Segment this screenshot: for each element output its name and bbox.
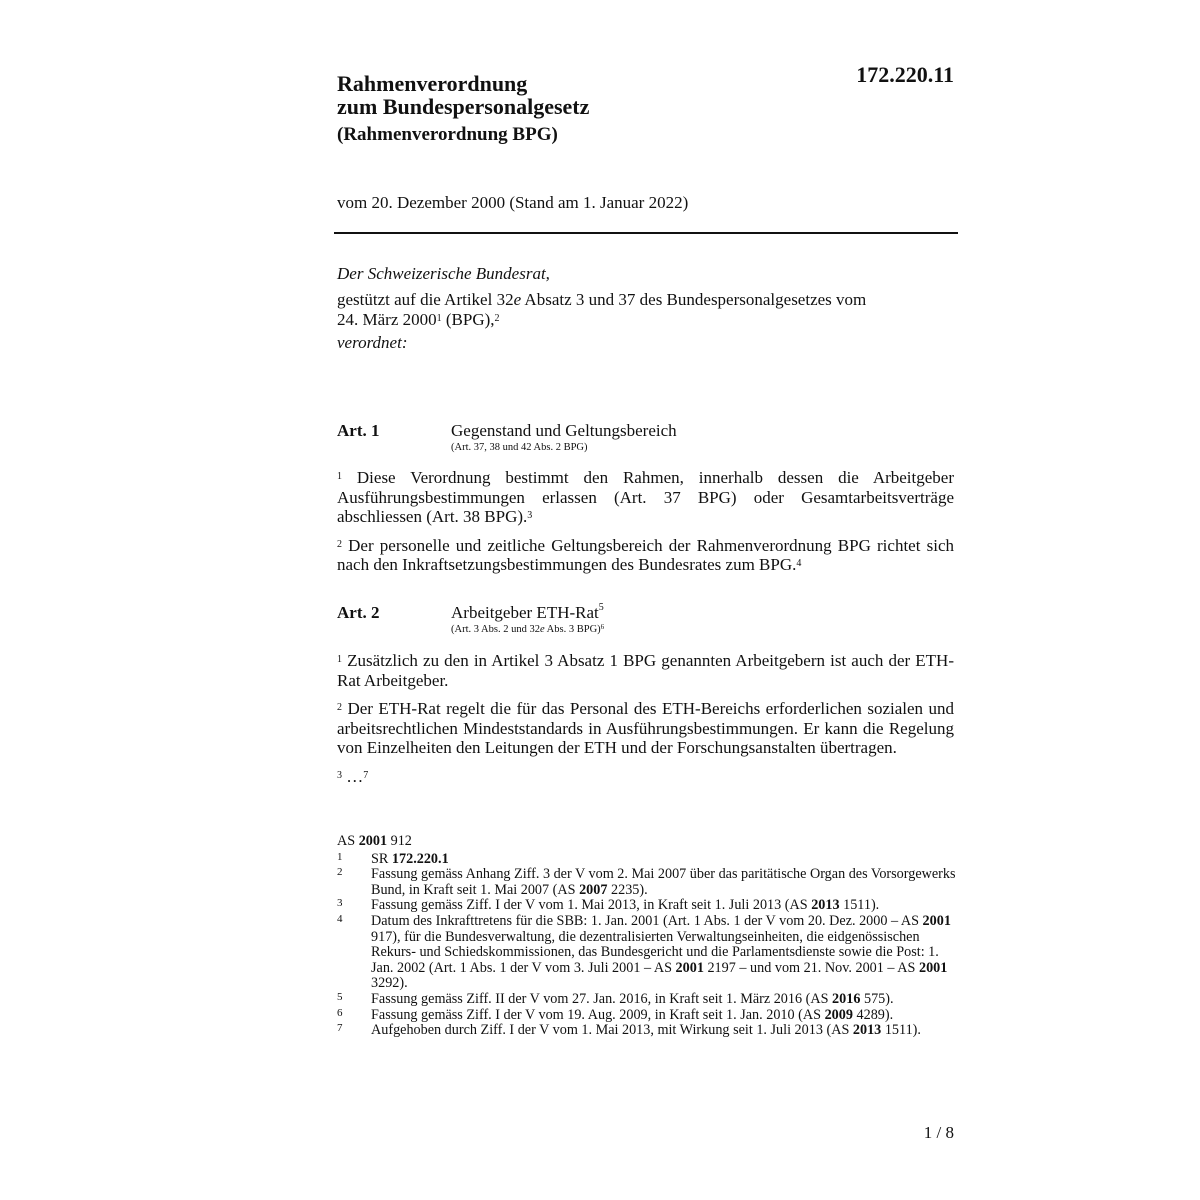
footnote-ref: 6 [600, 623, 605, 631]
article-title: Arbeitgeber ETH-Rat$^5$ [451, 602, 604, 622]
article-paragraph: $^2$ Der ETH-Rat regelt die für das Personal des ETH-Bereichs erforderlichen sozialen und arbeitsrechtlichen Mindeststandards in Ausführungsbestimmungen. Er kann die Regelung von Einzelheiten den Leitungen der ETH und der Forschungsanstalten übertragen. [337, 699, 954, 757]
footnote-number: 1 [337, 850, 343, 863]
date-line: vom 20. Dezember 2000 (Stand am 1. Januar 2022) [337, 193, 689, 212]
page-number: 1 / 8 [923, 1123, 954, 1142]
footnote-item: 5 Fassung gemäss Ziff. II der V vom 27. Jan. 2016, in Kraft seit 1. März 2016 (AS 2016 575). [337, 990, 894, 1007]
article-paragraph: $^3$ …$^7$ [337, 766, 369, 786]
header-divider [334, 232, 958, 234]
article-title: Gegenstand und Geltungsbereich [451, 421, 677, 440]
preamble [337, 264, 957, 353]
footnote-ref: 4 [796, 558, 802, 569]
article-number: Art. 2 [337, 603, 380, 622]
footnote-item: 4 Datum des Inkrafttretens für die SBB: 1. Jan. 2001 (Art. 1 Abs. 1 der V vom 20. Dez. 2000 – AS 2001 917), für die Bundesverwaltung, die dezentralisierten Verwaltungseinheiten, die eidgenössischen Rekurs- und Schiedskommissionen, das Bundesgericht und die Parlamentsdienste sowie die Post: 1. Jan. 2002 (Art. 1 Abs. 1 der V vom 3. Juli 2001 – AS 2001 2197 – und vom 21. Nov. 2001 – AS 2001 3292). [337, 912, 951, 992]
footnote-item: 1 SR 172.220.1 [337, 850, 449, 867]
title-line-2: zum Bundespersonalgesetz [337, 94, 590, 119]
document-title [337, 72, 589, 146]
footnote-ref: 5 [598, 602, 604, 613]
footnote-number: 4 [337, 912, 343, 925]
article-2 [337, 603, 954, 795]
footnotes [337, 834, 957, 1039]
footnote-number: 6 [337, 1006, 343, 1019]
footnote-number: 7 [337, 1022, 343, 1035]
preamble-authority: Der Schweizerische Bundesrat, [337, 264, 550, 283]
title-line-1: Rahmenverordnung [337, 71, 528, 96]
article-1 [337, 421, 954, 584]
article-paragraph: $^2$ Der personelle und zeitliche Geltungsbereich der Rahmenverordnung BPG richtet sich nach den Inkraftsetzungsbestimmungen des Bundesrates zum BPG.$^4$ [337, 535, 954, 574]
footnote-number: 3 [337, 897, 343, 910]
footnote-list [337, 852, 957, 1039]
footnote-ref: 1 [436, 313, 442, 324]
footnote-item: 3 Fassung gemäss Ziff. I der V vom 1. Mai 2013, in Kraft seit 1. Juli 2013 (AS 2013 1511). [337, 897, 880, 914]
article-paragraph: $^1$ Zusätzlich zu den in Artikel 3 Absatz 1 BPG genannten Arbeitgebern ist auch der ETH-Rat Arbeitgeber. [337, 651, 954, 690]
footnote-ref: 3 [527, 510, 533, 521]
sr-number: 172.220.11 [856, 62, 954, 87]
as-reference: AS 2001 912 [337, 833, 412, 849]
article-number: Art. 1 [337, 421, 380, 440]
short-title: (Rahmenverordnung BPG) [337, 124, 558, 145]
preamble-decree: verordnet: [337, 333, 408, 352]
footnote-ref: 2 [494, 313, 500, 324]
footnote-item: 7 Aufgehoben durch Ziff. I der V vom 1. Mai 2013, mit Wirkung seit 1. Juli 2013 (AS 2013 1511). [337, 1022, 921, 1039]
preamble-basis: gestützt auf die Artikel 32e Absatz 3 und 37 des Bundespersonalgesetzes vom 24. März 2000$^1$ (BPG),$^2$ [337, 290, 867, 329]
article-reference: (Art. 3 Abs. 2 und 32e Abs. 3 BPG)$^6$ [451, 623, 605, 635]
footnote-number: 5 [337, 990, 343, 1003]
article-paragraph: $^1$ Diese Verordnung bestimmt den Rahmen, innerhalb dessen die Arbeitgeber Ausführungsbestimmungen erlassen (Art. 37 BPG) oder Gesamtarbeitsverträge abschliessen (Art. 38 BPG).$^3$ [337, 468, 954, 526]
footnote-item: 6 Fassung gemäss Ziff. I der V vom 19. Aug. 2009, in Kraft seit 1. Jan. 2010 (AS 2009 4289). [337, 1006, 894, 1023]
article-reference: (Art. 37, 38 und 42 Abs. 2 BPG) [451, 442, 588, 453]
footnote-item: 2 Fassung gemäss Anhang Ziff. 3 der V vom 2. Mai 2007 über das paritätische Organ des Vorsorgewerks Bund, in Kraft seit 1. Mai 2007 (AS 2007 2235). [337, 866, 956, 898]
footnote-ref: 7 [363, 769, 369, 781]
footnote-number: 2 [337, 866, 343, 879]
